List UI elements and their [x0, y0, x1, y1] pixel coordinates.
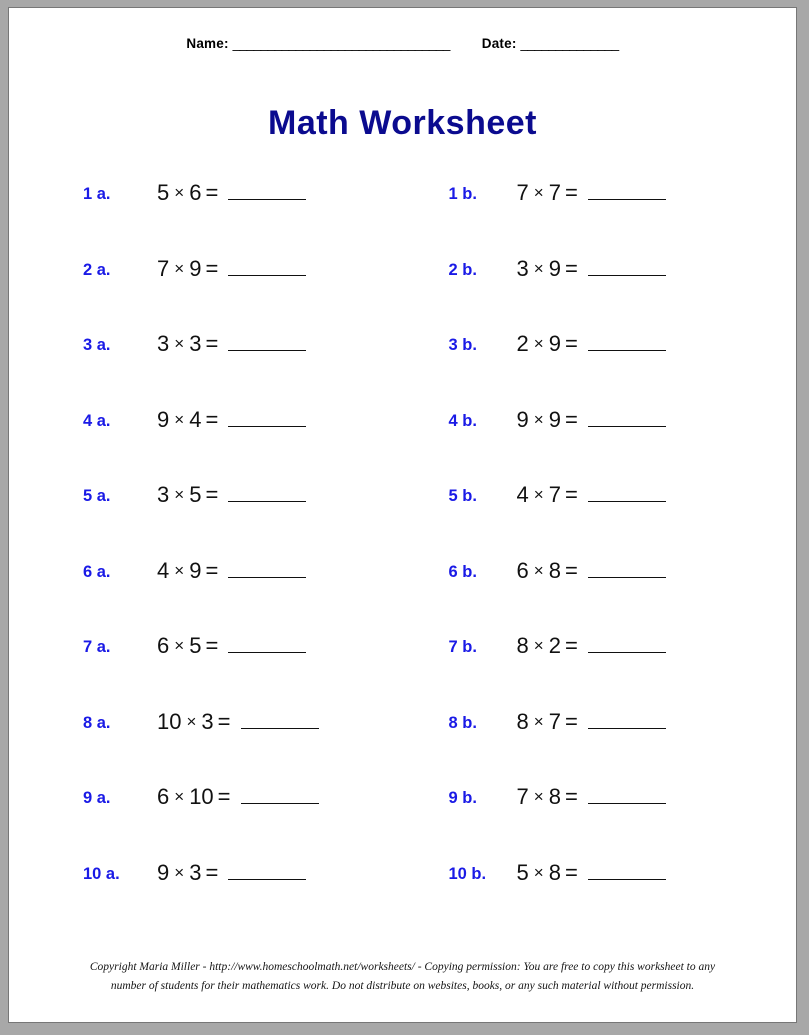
problem-cell-8b	[403, 709, 797, 785]
problem-cell-1a	[9, 180, 403, 256]
answer-blank[interactable]	[588, 560, 666, 578]
operand-left: 9	[516, 406, 529, 432]
problem-expression	[517, 331, 666, 357]
operand-left: 9	[157, 859, 170, 885]
multiply-icon: ×	[533, 787, 544, 806]
equals-sign: =	[564, 331, 578, 356]
multiply-icon: ×	[174, 183, 185, 202]
problem-expression	[517, 784, 666, 810]
multiply-icon: ×	[533, 711, 544, 731]
equals-sign: =	[564, 708, 578, 734]
answer-blank[interactable]	[588, 333, 666, 351]
problem-expression	[157, 633, 306, 659]
equals-sign: =	[217, 708, 231, 734]
operand-right: 9	[548, 331, 561, 356]
multiply-icon: ×	[533, 409, 544, 429]
problem-tag: 4 b.	[448, 411, 477, 430]
operand-left: 2	[516, 331, 529, 356]
operand-left: 10	[157, 708, 182, 734]
answer-blank[interactable]	[588, 862, 666, 880]
answer-blank[interactable]	[228, 862, 306, 880]
operand-right: 9	[189, 255, 202, 281]
problem-expression	[517, 633, 666, 659]
operand-right: 8	[548, 784, 561, 809]
problem-tag: 9 b.	[448, 789, 477, 807]
operand-left: 8	[516, 633, 529, 658]
problem-cell-5a	[9, 482, 403, 558]
equals-sign: =	[205, 255, 219, 281]
operand-right: 3	[201, 708, 214, 734]
operand-right: 8	[548, 557, 561, 583]
problem-expression	[517, 180, 666, 206]
operand-right: 7	[548, 180, 561, 205]
operand-right: 4	[189, 406, 202, 432]
problem-cell-6a	[9, 558, 403, 634]
operand-left: 4	[516, 482, 529, 507]
answer-blank[interactable]	[241, 711, 319, 729]
name-blank-rule[interactable]: _______________________________	[232, 36, 450, 51]
multiply-icon: ×	[533, 862, 544, 882]
answer-blank[interactable]	[588, 409, 666, 427]
equals-sign: =	[564, 784, 578, 809]
date-label: Date:	[481, 36, 517, 51]
operand-left: 9	[157, 406, 170, 432]
answer-blank[interactable]	[228, 409, 306, 427]
problem-cell-7a	[9, 633, 403, 709]
problem-expression	[517, 482, 666, 508]
multiply-icon: ×	[533, 183, 544, 202]
operand-right: 3	[189, 331, 202, 356]
answer-blank[interactable]	[588, 182, 666, 200]
problem-expression	[517, 860, 666, 886]
answer-blank[interactable]	[228, 635, 306, 653]
multiply-icon: ×	[174, 334, 185, 353]
equals-sign: =	[205, 557, 219, 583]
multiply-icon: ×	[186, 711, 197, 731]
answer-blank[interactable]	[228, 484, 306, 502]
problem-expression	[517, 407, 666, 433]
problem-cell-2b	[403, 256, 797, 332]
problem-expression	[157, 860, 306, 886]
name-label: Name:	[186, 36, 229, 51]
equals-sign: =	[205, 406, 219, 432]
date-blank-rule[interactable]: ______________	[520, 36, 619, 51]
problem-row	[9, 256, 796, 332]
operand-left: 7	[516, 180, 529, 205]
answer-blank[interactable]	[588, 484, 666, 502]
operand-left: 3	[157, 331, 170, 356]
operand-left: 6	[516, 557, 529, 583]
answer-blank[interactable]	[228, 333, 306, 351]
copyright-line-1: Copyright Maria Miller - http://www.homeschoolmath.net/worksheets/ - Copying permission: You are free to copy this worksheet to any	[89, 961, 716, 974]
operand-right: 7	[548, 708, 561, 734]
problem-expression	[517, 256, 666, 282]
problem-cell-10b	[403, 860, 797, 936]
problem-tag: 8 a.	[83, 713, 111, 732]
operand-right: 8	[548, 859, 561, 885]
equals-sign: =	[205, 331, 219, 356]
answer-blank[interactable]	[228, 258, 306, 276]
problem-row	[9, 784, 796, 860]
problem-expression	[157, 407, 306, 433]
problem-cell-9b	[403, 784, 797, 860]
operand-right: 9	[548, 406, 561, 432]
multiply-icon: ×	[533, 334, 544, 353]
multiply-icon: ×	[174, 560, 185, 580]
problem-expression	[157, 331, 306, 357]
problem-row	[9, 709, 796, 785]
problem-row	[9, 407, 796, 483]
operand-left: 3	[157, 482, 170, 507]
problem-tag: 9 a.	[83, 789, 111, 807]
operand-right: 10	[189, 784, 214, 809]
problem-expression	[157, 558, 306, 584]
copyright-footer	[9, 958, 796, 996]
page-title: Math Worksheet	[268, 104, 537, 142]
equals-sign: =	[564, 482, 578, 507]
problem-tag: 7 b.	[448, 638, 477, 656]
problem-expression	[157, 180, 306, 206]
equals-sign: =	[564, 859, 578, 885]
problem-tag: 3 b.	[448, 336, 477, 354]
equals-sign: =	[564, 557, 578, 583]
problem-expression	[157, 784, 319, 810]
operand-left: 5	[157, 180, 170, 205]
operand-right: 7	[548, 482, 561, 507]
problem-cell-3a	[9, 331, 403, 407]
problem-cell-4b	[403, 407, 797, 483]
problems-grid	[9, 180, 796, 935]
problem-expression	[517, 709, 666, 735]
problem-cell-6b	[403, 558, 797, 634]
multiply-icon: ×	[533, 258, 544, 278]
problem-cell-2a	[9, 256, 403, 332]
problem-tag: 5 b.	[448, 487, 477, 505]
problem-tag: 1 a.	[83, 185, 111, 203]
operand-right: 3	[189, 859, 202, 885]
problem-row	[9, 331, 796, 407]
problem-tag: 6 a.	[83, 562, 111, 581]
problem-cell-5b	[403, 482, 797, 558]
problem-row	[9, 633, 796, 709]
operand-left: 6	[157, 633, 170, 658]
problem-row	[9, 482, 796, 558]
multiply-icon: ×	[533, 560, 544, 580]
operand-right: 5	[189, 482, 202, 507]
name-date-header	[9, 36, 796, 51]
worksheet-page	[8, 7, 797, 1023]
multiply-icon: ×	[174, 862, 185, 882]
answer-blank[interactable]	[228, 182, 306, 200]
operand-left: 4	[157, 557, 170, 583]
problem-tag: 2 a.	[83, 260, 111, 279]
equals-sign: =	[205, 180, 219, 205]
multiply-icon: ×	[174, 636, 185, 655]
answer-blank[interactable]	[588, 635, 666, 653]
equals-sign: =	[564, 255, 578, 281]
problem-cell-1b	[403, 180, 797, 256]
multiply-icon: ×	[533, 636, 544, 655]
problem-row	[9, 558, 796, 634]
equals-sign: =	[217, 784, 231, 809]
problem-row	[9, 180, 796, 256]
multiply-icon: ×	[533, 485, 544, 504]
operand-left: 3	[516, 255, 529, 281]
operand-right: 9	[189, 557, 202, 583]
problem-tag: 10 b.	[448, 864, 487, 883]
answer-blank[interactable]	[588, 711, 666, 729]
problem-tag: 7 a.	[83, 638, 111, 656]
multiply-icon: ×	[174, 409, 185, 429]
problem-expression	[157, 709, 319, 735]
operand-left: 6	[157, 784, 170, 809]
problem-cell-8a	[9, 709, 403, 785]
problem-tag: 5 a.	[83, 487, 111, 505]
multiply-icon: ×	[174, 485, 185, 504]
operand-right: 5	[189, 633, 202, 658]
problem-cell-9a	[9, 784, 403, 860]
answer-blank[interactable]	[588, 258, 666, 276]
operand-right: 9	[548, 255, 561, 281]
problem-tag: 2 b.	[448, 260, 477, 279]
problem-row	[9, 860, 796, 936]
operand-left: 8	[516, 708, 529, 734]
operand-left: 5	[516, 859, 529, 885]
equals-sign: =	[205, 482, 219, 507]
answer-blank[interactable]	[228, 560, 306, 578]
problem-tag: 8 b.	[448, 713, 477, 732]
problem-tag: 6 b.	[448, 562, 477, 581]
answer-blank[interactable]	[588, 786, 666, 804]
problem-cell-4a	[9, 407, 403, 483]
operand-left: 7	[516, 784, 529, 809]
equals-sign: =	[564, 633, 578, 658]
multiply-icon: ×	[174, 258, 185, 278]
problem-cell-10a	[9, 860, 403, 936]
problem-expression	[157, 482, 306, 508]
problem-tag: 3 a.	[83, 336, 111, 354]
operand-right: 6	[189, 180, 202, 205]
problem-tag: 1 b.	[448, 185, 477, 203]
equals-sign: =	[564, 180, 578, 205]
answer-blank[interactable]	[241, 786, 319, 804]
problem-tag: 10 a.	[83, 864, 120, 883]
equals-sign: =	[205, 859, 219, 885]
operand-right: 2	[548, 633, 561, 658]
equals-sign: =	[564, 406, 578, 432]
problem-expression	[517, 558, 666, 584]
copyright-line-2: number of students for their mathematics work. Do not distribute on websites, books, or any such material without permission.	[110, 980, 695, 993]
problem-tag: 4 a.	[83, 411, 111, 430]
equals-sign: =	[205, 633, 219, 658]
operand-left: 7	[157, 255, 170, 281]
problem-cell-7b	[403, 633, 797, 709]
problem-expression	[157, 256, 306, 282]
problem-cell-3b	[403, 331, 797, 407]
multiply-icon: ×	[174, 787, 185, 806]
